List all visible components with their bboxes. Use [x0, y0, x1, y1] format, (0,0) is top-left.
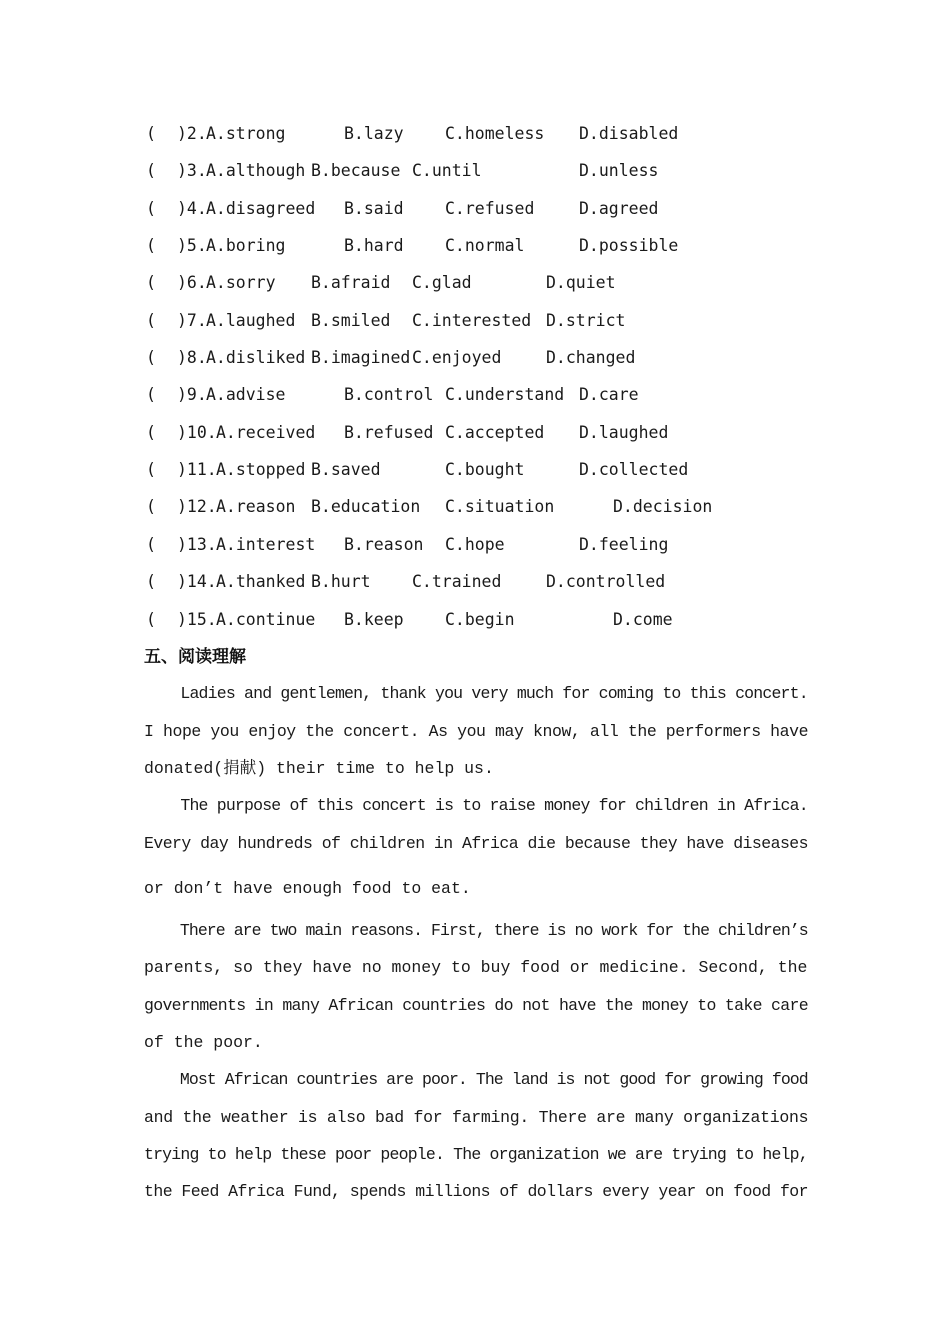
option-c: C.homeless: [445, 124, 545, 143]
passage-line: or don’t have enough food to eat.: [144, 879, 471, 898]
question-number: )4.: [177, 199, 207, 218]
passage-line: of the poor.: [144, 1033, 263, 1052]
answer-paren: (: [146, 385, 156, 404]
option-a: A.disagreed: [206, 199, 316, 218]
question-number: )5.: [177, 236, 207, 255]
passage-line: donated(捐献) their time to help us.: [144, 759, 494, 778]
option-d: D.possible: [579, 236, 679, 255]
option-b: B.reason: [344, 535, 424, 554]
passage-line: The purpose of this concert is to raise money for children in Africa.: [144, 796, 808, 815]
option-c: C.trained: [412, 572, 502, 591]
question-number: )7.: [177, 311, 207, 330]
section-heading: 五、阅读理解: [144, 647, 246, 667]
option-a: A.sorry: [206, 273, 276, 292]
answer-paren: (: [146, 348, 156, 367]
option-d: D.decision: [613, 497, 713, 516]
question-number: )10.: [177, 423, 217, 442]
question-number: )3.: [177, 161, 207, 180]
option-d: D.unless: [579, 161, 659, 180]
option-a: A.boring: [206, 236, 286, 255]
answer-paren: (: [146, 273, 156, 292]
question-number: )9.: [177, 385, 207, 404]
option-b: B.keep: [344, 610, 404, 629]
option-c: C.until: [412, 161, 482, 180]
option-d: D.feeling: [579, 535, 669, 554]
passage-line: Ladies and gentlemen, thank you very much for coming to this concert.: [144, 684, 808, 703]
option-c: C.interested: [412, 311, 532, 330]
option-d: D.quiet: [546, 273, 616, 292]
option-c: C.understand: [445, 385, 565, 404]
passage-line: I hope you enjoy the concert. As you may know, all the performers have: [144, 722, 809, 741]
option-a: A.disliked: [206, 348, 306, 367]
question-number: )15.: [177, 610, 217, 629]
answer-paren: (: [146, 610, 156, 629]
option-b: B.hard: [344, 236, 404, 255]
option-d: D.strict: [546, 311, 626, 330]
passage-line: the Feed Africa Fund, spends millions of dollars every year on food for: [144, 1182, 809, 1201]
passage-line: parents, so they have no money to buy food or medicine. Second, the: [144, 958, 808, 977]
question-number: )8.: [177, 348, 207, 367]
option-a: A.advise: [206, 385, 286, 404]
option-b: B.imagined: [311, 348, 411, 367]
option-d: D.agreed: [579, 199, 659, 218]
option-d: D.come: [613, 610, 673, 629]
answer-paren: (: [146, 236, 156, 255]
option-d: D.changed: [546, 348, 636, 367]
option-a: A.reason: [216, 497, 296, 516]
passage-line: There are two main reasons. First, there is no work for the children’s: [144, 921, 808, 940]
option-c: C.begin: [445, 610, 515, 629]
option-c: C.hope: [445, 535, 505, 554]
question-number: )2.: [177, 124, 207, 143]
option-c: C.enjoyed: [412, 348, 502, 367]
answer-paren: (: [146, 311, 156, 330]
option-b: B.afraid: [311, 273, 391, 292]
passage-line: Every day hundreds of children in Africa die because they have diseases: [144, 834, 809, 853]
option-b: B.saved: [311, 460, 381, 479]
answer-paren: (: [146, 199, 156, 218]
option-d: D.disabled: [579, 124, 679, 143]
question-number: )11.: [177, 460, 217, 479]
option-c: C.glad: [412, 273, 472, 292]
passage-line: trying to help these poor people. The organization we are trying to help,: [144, 1145, 808, 1164]
option-d: D.laughed: [579, 423, 669, 442]
answer-paren: (: [146, 535, 156, 554]
passage-line: and the weather is also bad for farming. There are many organizations: [144, 1108, 809, 1127]
passage-line: governments in many African countries do not have the money to take care: [144, 996, 808, 1015]
passage-line: Most African countries are poor. The land is not good for growing food: [144, 1070, 808, 1089]
option-a: A.although: [206, 161, 306, 180]
answer-paren: (: [146, 572, 156, 591]
option-a: A.continue: [216, 610, 316, 629]
option-b: B.smiled: [311, 311, 391, 330]
option-d: D.controlled: [546, 572, 666, 591]
option-a: A.laughed: [206, 311, 296, 330]
question-number: )12.: [177, 497, 217, 516]
option-c: C.accepted: [445, 423, 545, 442]
option-c: C.refused: [445, 199, 535, 218]
option-a: A.strong: [206, 124, 286, 143]
answer-paren: (: [146, 124, 156, 143]
option-a: A.received: [216, 423, 316, 442]
option-b: B.hurt: [311, 572, 371, 591]
option-a: A.stopped: [216, 460, 306, 479]
option-b: B.lazy: [344, 124, 404, 143]
option-b: B.control: [344, 385, 434, 404]
option-c: C.normal: [445, 236, 525, 255]
option-b: B.said: [344, 199, 404, 218]
answer-paren: (: [146, 161, 156, 180]
option-a: A.thanked: [216, 572, 306, 591]
answer-paren: (: [146, 497, 156, 516]
option-c: C.situation: [445, 497, 555, 516]
question-number: )14.: [177, 572, 217, 591]
option-d: D.care: [579, 385, 639, 404]
option-b: B.education: [311, 497, 421, 516]
answer-paren: (: [146, 460, 156, 479]
option-a: A.interest: [216, 535, 316, 554]
question-number: )13.: [177, 535, 217, 554]
option-b: B.because: [311, 161, 401, 180]
answer-paren: (: [146, 423, 156, 442]
option-b: B.refused: [344, 423, 434, 442]
option-d: D.collected: [579, 460, 689, 479]
option-c: C.bought: [445, 460, 525, 479]
question-number: )6.: [177, 273, 207, 292]
